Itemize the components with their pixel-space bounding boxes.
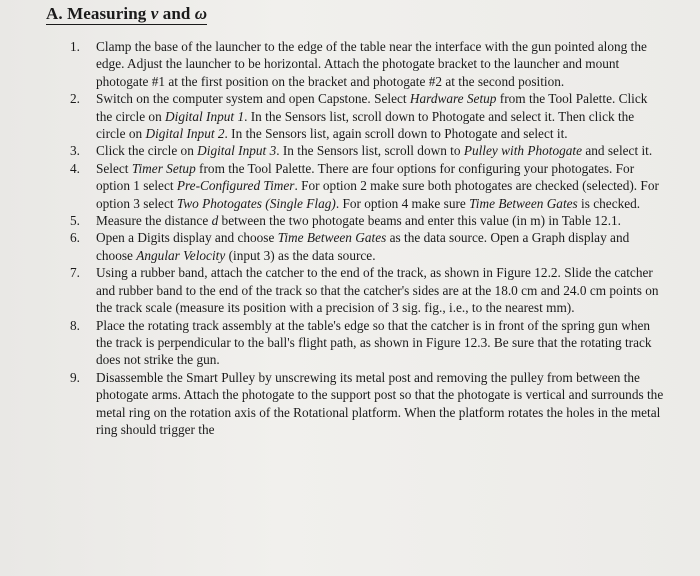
step-text xyxy=(96,213,621,228)
step-text-italic: Timer Setup xyxy=(131,160,196,176)
step-text-segment: Clamp the base of the launcher to the edge of the table near the interface with the gun pointed along the edge. Adjust the launcher to be horizontal. Attach the photogate bracket to the launcher and mount photogate #1 at the first position on the bracket and photogate #2 at the second position. xyxy=(96,39,647,89)
step-text-italic: Digital Input 1 xyxy=(165,108,245,124)
section-heading xyxy=(46,4,207,25)
step-text-segment: . In the Sensors list, scroll down to xyxy=(276,143,464,159)
step-text-segment: . For option 4 make sure xyxy=(335,195,470,211)
step-text-italic: Time Between Gates xyxy=(277,230,387,246)
step-text-segment: Place the rotating track assembly at the table's edge so that the catcher is in front of the spring gun when the track is perpendicular to the ball's flight path, as shown in Figure 12.3. Be sure that the rotating track does not strike the gun. xyxy=(96,317,652,368)
step-text-segment: from the Tool Palette. Click the circle on xyxy=(96,91,648,124)
step-text-segment: Disassemble the Smart Pulley by unscrewing its metal post and removing the pulley from between the photogate arms. Attach the photogate to the support post so that the photogate is vertical and surrounds the metal ring on the rotation axis of the Rotational platform. When the platform rotates the holes in the metal ring should trigger the xyxy=(96,369,664,437)
step-number: 3. xyxy=(70,143,80,159)
step-text xyxy=(96,91,647,141)
procedure-step xyxy=(66,229,664,264)
step-text xyxy=(96,318,652,368)
step-text xyxy=(96,39,647,89)
procedure-step xyxy=(66,212,664,229)
step-text-segment: Using a rubber band, attach the catcher to the end of the track, as shown in Figure 12.2. Slide the catcher and rubber band to the end of the track so that the catcher's sides are at the 18.0 cm and 24.0 cm points on the track scale (measure its position with a precision of 3 sig. fig., i.e., to the nearest mm). xyxy=(96,265,659,316)
step-text-segment: (input 3) as the data source. xyxy=(225,247,376,263)
step-text xyxy=(96,143,652,158)
step-number: 7. xyxy=(70,265,80,281)
heading-symbol-v: v xyxy=(150,4,159,23)
step-text-segment: between the two photogate beams and enter this value (in m) in Table 12.1. xyxy=(218,213,622,229)
procedure-step xyxy=(66,369,664,439)
procedure-step xyxy=(66,142,664,159)
step-text xyxy=(96,265,659,315)
heading-connector: and xyxy=(158,4,195,23)
step-text-segment: Switch on the computer system and open Capstone. Select xyxy=(96,91,410,107)
procedure-step xyxy=(66,90,664,142)
procedure-step xyxy=(66,38,664,90)
step-text-italic: Digital Input 3 xyxy=(197,143,277,159)
step-text-italic: Two Photogates (Single Flag) xyxy=(176,195,336,211)
step-text-italic: Pulley with Photogate xyxy=(463,143,583,159)
step-text-italic: Digital Input 2 xyxy=(145,126,225,142)
step-number: 8. xyxy=(70,317,80,333)
step-text xyxy=(96,370,663,437)
step-text-segment: . In the Sensors list, again scroll down to Photogate and select it. xyxy=(224,126,568,142)
step-text-segment: . In the Sensors list, scroll down to Photogate and select it. Then click the circle on xyxy=(96,108,635,142)
step-text-segment: from the Tool Palette. There are four options for configuring your photogates. For option 1 select xyxy=(96,160,635,194)
step-text-segment: as the data source. Open a Graph display and choose xyxy=(96,230,630,263)
step-text-segment: Measure the distance xyxy=(96,213,212,229)
step-text-segment: Click the circle on xyxy=(96,143,198,159)
step-text-segment: is checked. xyxy=(577,195,641,211)
procedure-steps-list xyxy=(66,38,664,438)
heading-prefix: A. Measuring xyxy=(46,4,151,23)
procedure-step xyxy=(66,264,664,316)
step-number: 6. xyxy=(70,230,80,246)
step-number: 4. xyxy=(70,160,80,176)
step-number: 5. xyxy=(70,213,80,229)
step-text-italic: d xyxy=(211,213,219,229)
step-number: 1. xyxy=(70,39,80,54)
step-text-segment: Select xyxy=(96,160,132,176)
heading-symbol-omega: ω xyxy=(194,4,208,23)
step-number: 2. xyxy=(70,91,80,107)
step-text xyxy=(96,230,629,262)
step-text-segment: . For option 2 make sure both photogates are checked (selected). For option 3 select xyxy=(96,178,659,211)
procedure-step xyxy=(66,160,664,212)
step-text xyxy=(96,161,659,211)
step-text-italic: Pre-Configured Timer xyxy=(176,178,295,194)
step-text-italic: Time Between Gates xyxy=(469,195,578,211)
step-number: 9. xyxy=(70,369,80,385)
step-text-italic: Angular Velocity xyxy=(136,247,226,263)
step-text-segment: Open a Digits display and choose xyxy=(96,230,278,246)
step-text-italic: Hardware Setup xyxy=(409,91,497,107)
procedure-step xyxy=(66,317,664,369)
step-text-segment: and select it. xyxy=(582,143,653,159)
